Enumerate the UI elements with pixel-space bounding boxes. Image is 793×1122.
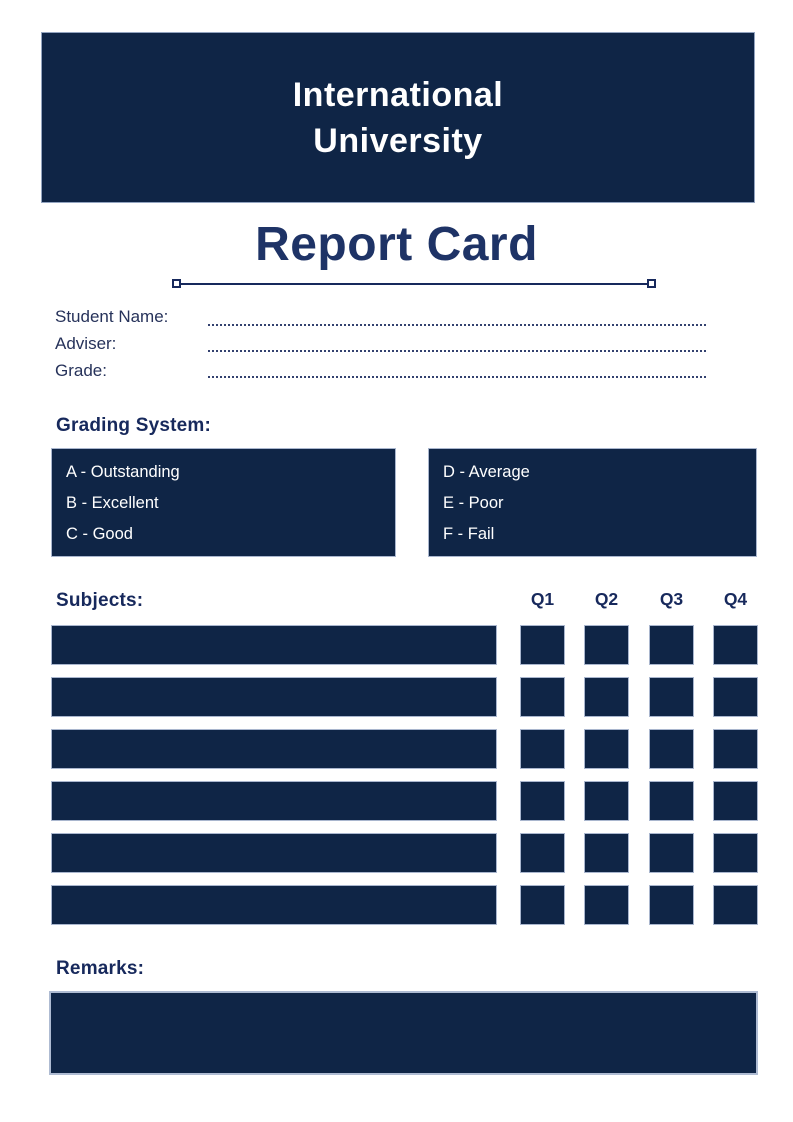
subject-row: [0, 729, 793, 769]
grading-scale-item-d: D - Average: [443, 462, 530, 481]
grade-cell-q3[interactable]: [649, 625, 694, 665]
remarks-heading: Remarks:: [56, 958, 145, 979]
grading-scale-item-b: B - Excellent: [66, 493, 159, 512]
subject-row: [0, 781, 793, 821]
page-title: Report Card: [255, 218, 538, 271]
grade-cell-q4[interactable]: [713, 781, 758, 821]
university-name-line1: International: [292, 75, 504, 114]
grade-cell-q3[interactable]: [649, 781, 694, 821]
grade-cell-q3[interactable]: [649, 885, 694, 925]
subject-name-field[interactable]: [51, 729, 497, 769]
divider-endpoint-square-right: [647, 279, 656, 288]
grading-system-heading: Grading System:: [56, 415, 212, 436]
adviser-field[interactable]: [208, 350, 706, 352]
grade-cell-q2[interactable]: [584, 833, 629, 873]
grade-cell-q2[interactable]: [584, 885, 629, 925]
grading-scale-item-e: E - Poor: [443, 493, 504, 512]
grade-cell-q1[interactable]: [520, 677, 565, 717]
quarter-header-q4: Q4: [723, 589, 748, 609]
grade-cell-q4[interactable]: [713, 729, 758, 769]
grade-cell-q4[interactable]: [713, 677, 758, 717]
grading-scale-item-c: C - Good: [66, 524, 133, 543]
grading-scale-box-def: [428, 448, 757, 557]
student-name-label: Student Name:: [55, 307, 169, 326]
grade-cell-q1[interactable]: [520, 625, 565, 665]
quarter-header-q3: Q3: [659, 589, 684, 609]
grading-scale-item-a: A - Outstanding: [66, 462, 180, 481]
grade-cell-q2[interactable]: [584, 781, 629, 821]
quarter-header-q2: Q2: [594, 589, 619, 609]
grade-cell-q2[interactable]: [584, 677, 629, 717]
subject-name-field[interactable]: [51, 781, 497, 821]
grade-cell-q3[interactable]: [649, 677, 694, 717]
grade-cell-q2[interactable]: [584, 729, 629, 769]
subject-name-field[interactable]: [51, 885, 497, 925]
grading-scale-item-f: F - Fail: [443, 524, 495, 543]
university-header: [41, 32, 755, 203]
quarter-header-q1: Q1: [530, 589, 555, 609]
grade-cell-q3[interactable]: [649, 833, 694, 873]
university-name-line2: University: [313, 121, 483, 160]
grade-label: Grade:: [55, 361, 107, 380]
subject-row: [0, 677, 793, 717]
divider-endpoint-square-left: [172, 279, 181, 288]
subject-row: [0, 833, 793, 873]
grade-cell-q2[interactable]: [584, 625, 629, 665]
grade-cell-q4[interactable]: [713, 833, 758, 873]
grading-scale-box-abc: [51, 448, 396, 557]
grade-cell-q4[interactable]: [713, 625, 758, 665]
title-divider-line: [177, 283, 651, 285]
grade-cell-q4[interactable]: [713, 885, 758, 925]
grade-cell-q1[interactable]: [520, 729, 565, 769]
grade-cell-q1[interactable]: [520, 833, 565, 873]
adviser-label: Adviser:: [55, 334, 117, 353]
subjects-heading: Subjects:: [56, 590, 144, 611]
subject-row: [0, 885, 793, 925]
student-name-field[interactable]: [208, 324, 706, 326]
subject-name-field[interactable]: [51, 833, 497, 873]
grade-cell-q3[interactable]: [649, 729, 694, 769]
grade-cell-q1[interactable]: [520, 781, 565, 821]
subject-name-field[interactable]: [51, 677, 497, 717]
subject-row: [0, 625, 793, 665]
remarks-field[interactable]: [49, 991, 758, 1075]
grade-field[interactable]: [208, 376, 706, 378]
subject-name-field[interactable]: [51, 625, 497, 665]
grade-cell-q1[interactable]: [520, 885, 565, 925]
